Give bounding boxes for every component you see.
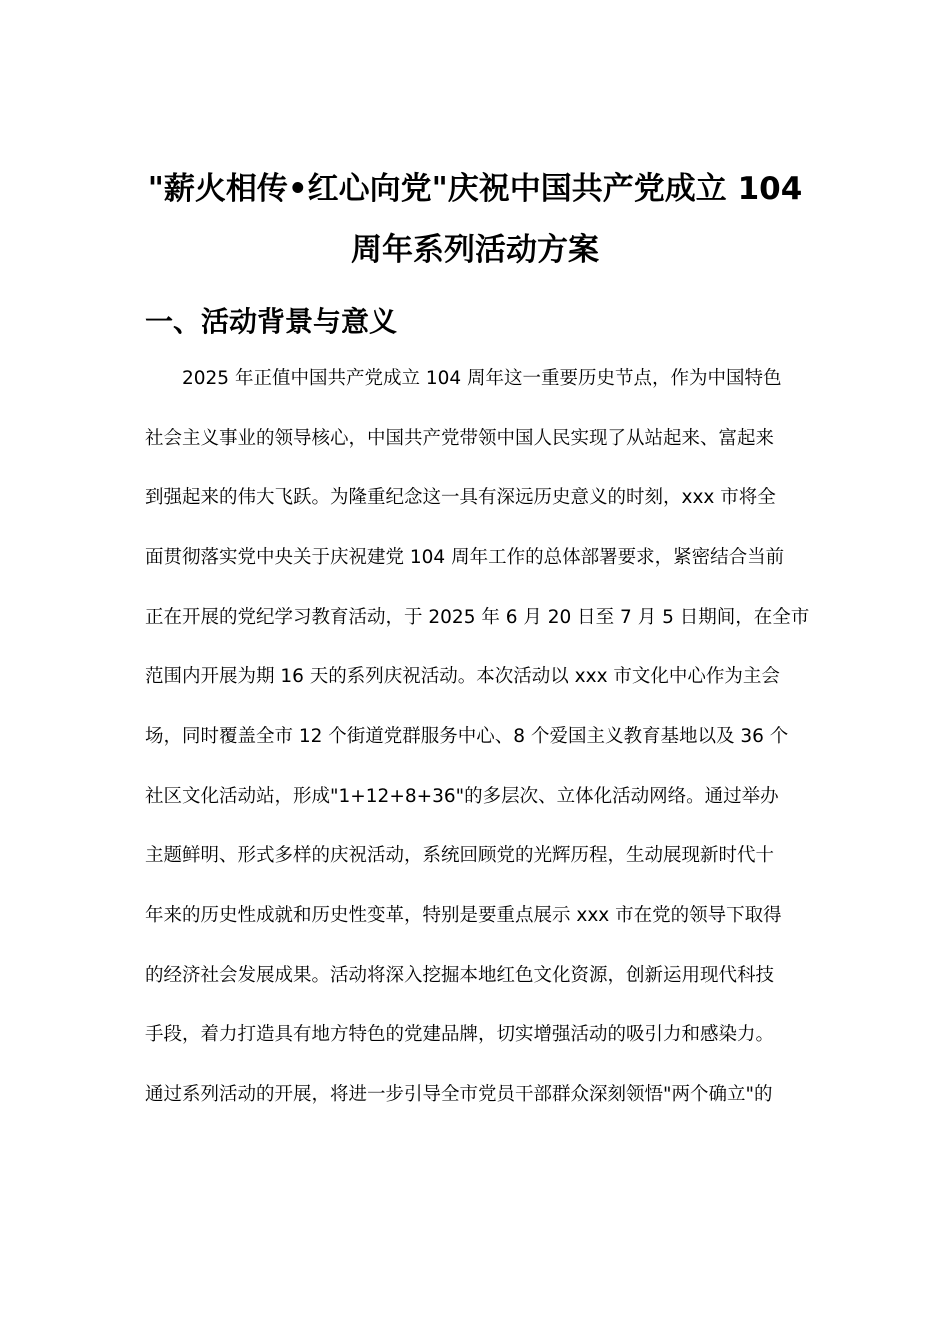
paragraph-line: 社区文化活动站，形成"1+12+8+36"的多层次、立体化活动网络。通过举办 bbox=[145, 786, 779, 807]
paragraph-line: 社会主义事业的领导核心，中国共产党带领中国人民实现了从站起来、富起来 bbox=[145, 428, 775, 449]
paragraph-line: 主题鲜明、形式多样的庆祝活动，系统回顾党的光辉历程，生动展现新时代十 bbox=[145, 845, 775, 866]
section-heading: 一、活动背景与意义 bbox=[145, 305, 398, 338]
paragraph-line: 到强起来的伟大飞跃。为隆重纪念这一具有深远历史意义的时刻，xxx 市将全 bbox=[145, 487, 776, 508]
paragraph-line: 面贯彻落实党中央关于庆祝建党 104 周年工作的总体部署要求，紧密结合当前 bbox=[145, 547, 785, 568]
paragraph-line: 手段，着力打造具有地方特色的党建品牌，切实增强活动的吸引力和感染力。 bbox=[145, 1024, 775, 1045]
document-title-line-1: "薪火相传•红心向党"庆祝中国共产党成立 104 bbox=[147, 171, 803, 207]
paragraph-line: 年来的历史性成就和历史性变革，特别是要重点展示 xxx 市在党的领导下取得 bbox=[145, 905, 782, 926]
paragraph-line: 正在开展的党纪学习教育活动，于 2025 年 6 月 20 日至 7 月 5 日期间，在全市 bbox=[145, 607, 810, 628]
paragraph-line: 场，同时覆盖全市 12 个街道党群服务中心、8 个爱国主义教育基地以及 36 个 bbox=[145, 726, 789, 747]
paragraph-line: 范围内开展为期 16 天的系列庆祝活动。本次活动以 xxx 市文化中心作为主会 bbox=[145, 666, 780, 687]
paragraph-line: 通过系列活动的开展，将进一步引导全市党员干部群众深刻领悟"两个确立"的 bbox=[145, 1084, 773, 1105]
paragraph-line: 的经济社会发展成果。活动将深入挖掘本地红色文化资源，创新运用现代科技 bbox=[145, 965, 775, 986]
paragraph-line: 2025 年正值中国共产党成立 104 周年这一重要历史节点，作为中国特色 bbox=[182, 368, 782, 389]
document-title-line-2: 周年系列活动方案 bbox=[351, 232, 599, 268]
